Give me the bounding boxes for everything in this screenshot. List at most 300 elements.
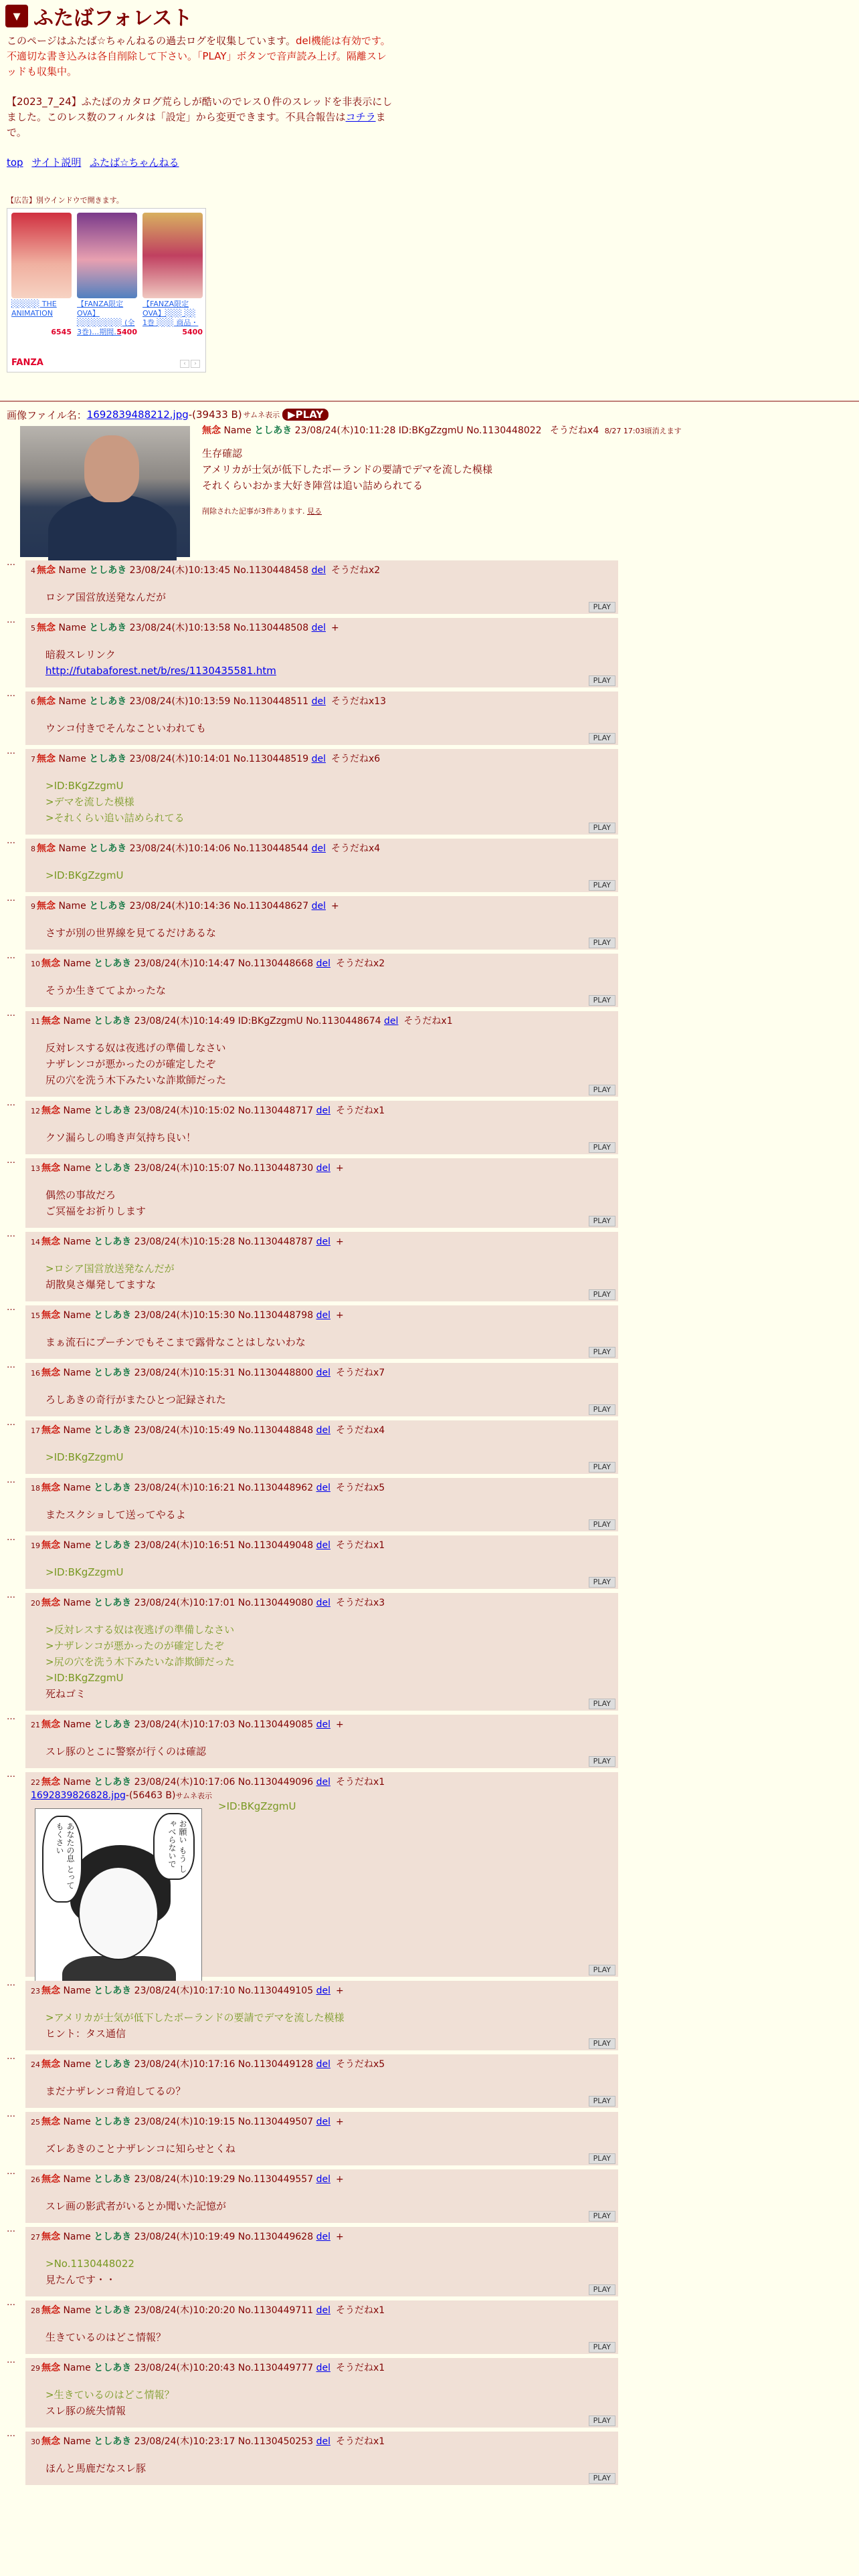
sodane-button[interactable]: そうだねx2 [330,565,381,576]
play-button[interactable]: PLAY [589,1347,615,1358]
sodane-button[interactable]: そうだねx4 [335,1425,385,1436]
ad-title[interactable]: 【FANZA限定OVA】░░░░░░░░ (全3巻)…期間… [77,300,135,336]
poster-name: としあき [254,425,292,436]
reply-dots: … [7,1008,15,1018]
site-logo-icon[interactable]: ▾ [5,5,28,27]
play-button[interactable]: PLAY [589,995,615,1006]
sodane-button[interactable]: そうだねx6 [330,754,381,764]
message-line: 偶然の事故だろ [45,1189,116,1201]
play-button[interactable]: PLAY [589,2211,615,2222]
subject: 無念 [37,696,56,707]
reply-meta: 23/08/24(木)10:19:29 No.1130449557 [134,2174,314,2185]
expire-note: 8/27 17:03頃消えます [604,427,682,435]
reply-message [45,2010,613,2042]
reply-header [31,1596,613,1611]
reply [25,2054,618,2108]
play-button[interactable]: PLAY [589,733,615,744]
face-shape [78,1866,159,1960]
reply-number: 14 [31,1238,40,1247]
reply-header [31,1308,613,1323]
reply-header [31,1103,613,1119]
poster-name: としあき [94,2363,132,2373]
reply-message [45,589,613,605]
sodane-button[interactable]: そうだねx1 [335,1105,385,1116]
play-button[interactable]: PLAY [589,2284,615,2295]
quote-line: >それくらい追い詰められてる [45,812,185,824]
ad-image[interactable] [11,213,72,298]
message-line: 尻の穴を洗う木下みたいな詐欺師だった [45,1074,227,1086]
play-button[interactable]: PLAY [589,823,615,833]
del-link[interactable]: del [316,1425,330,1436]
quote-line: >ロシア国営放送発なんだが [45,1263,175,1275]
reply-meta: 23/08/24(木)10:14:06 No.1130448544 [129,843,309,854]
message-line: 死ねゴミ [45,1688,86,1700]
reply-header [31,1366,613,1381]
sodane-button[interactable]: そうだねx1 [335,1540,385,1551]
nav-site-link[interactable]: サイト説明 [31,156,82,169]
del-link[interactable]: del [311,843,326,854]
reply-meta: 23/08/24(木)10:19:49 No.1130449628 [134,2232,314,2242]
reply-message [45,1622,613,1702]
sodane-button[interactable]: そうだねx5 [335,2059,385,2070]
reply-number: 28 [31,2306,40,2315]
message-line: そうか生きててよかったな [45,984,167,996]
sodane-button[interactable]: + [335,2117,344,2127]
reply-dots: … [7,2355,15,2365]
reply-meta: 23/08/24(木)10:14:47 No.1130448668 [134,958,314,969]
sodane-button[interactable]: + [330,623,339,633]
reply-dots: … [7,615,15,625]
sodane-button[interactable]: + [335,1719,344,1730]
reply-dots: … [7,893,15,903]
reply-meta: 23/08/24(木)10:14:49 ID:BKgZzgmU No.1130448674 [134,1016,381,1027]
sodane-button[interactable]: + [335,1985,344,1996]
del-link[interactable]: del [316,1368,330,1378]
del-link[interactable]: del [311,901,326,911]
reply-header [31,2115,613,2130]
play-button[interactable]: PLAY [589,2153,615,2164]
reply [25,954,618,1007]
sodane-button[interactable]: + [335,2174,344,2185]
thumb-note[interactable]: サムネ表示 [243,411,280,419]
subject: 無念 [37,843,56,854]
reply-dots: … [7,1590,15,1600]
reply-meta: 23/08/24(木)10:15:30 No.1130448798 [134,1310,314,1321]
del-link[interactable]: del [316,2174,330,2185]
del-link[interactable]: del [316,1540,330,1551]
reply-message [45,867,613,883]
play-button[interactable]: PLAY [589,2473,615,2484]
reply [25,1363,618,1416]
name-label: Name [63,2174,91,2185]
reply [25,1715,618,1768]
ad-image[interactable] [77,213,137,298]
play-button[interactable]: PLAY [589,602,615,613]
name-label: Name [63,2117,91,2127]
reply-meta: 23/08/24(木)10:17:06 No.1130449096 [134,1777,314,1788]
reply-dots: … [7,2052,15,2062]
reply-meta: 23/08/24(木)10:16:21 No.1130448962 [134,1483,314,1493]
reply [25,1535,618,1589]
reply [25,560,618,614]
subject: 無念 [41,1237,60,1247]
op-image[interactable] [20,426,190,557]
reply-dots: … [7,2429,15,2439]
file-size: -(56463 B) [125,1790,176,1801]
op-header [202,425,844,437]
sodane-button[interactable]: + [335,1163,344,1174]
del-link[interactable]: del [316,1598,330,1608]
reply-message [45,2387,613,2419]
play-button[interactable]: PLAY [589,675,615,686]
ad-nav [180,360,200,368]
del-link[interactable]: del [316,2117,330,2127]
reply-number: 19 [31,1541,40,1550]
reply-dots: … [7,746,15,756]
op-file-line [0,402,859,421]
reply-dots: … [7,1418,15,1428]
reply-number: 27 [31,2233,40,2242]
del-link[interactable]: del [316,1163,330,1174]
poster-name: としあき [94,2305,132,2316]
sodane-button[interactable]: そうだねx13 [330,696,387,707]
ad-item[interactable] [77,213,137,336]
quote-line: >ID:BKgZzgmU [45,1672,124,1684]
reply-number: 15 [31,1311,40,1320]
message-line: ご冥福をお祈りします [45,1205,147,1217]
reply-header [31,694,613,710]
quote-line: >アメリカが士気が低下したポーランドの要請でデマを流した模様 [45,2012,345,2024]
reply-dots: … [7,558,15,568]
name-label: Name [63,1163,91,1174]
reply-message [45,982,613,998]
poster-name: としあき [94,2436,132,2447]
ad-price: 5400 [182,328,203,336]
ad-image[interactable] [142,213,203,298]
play-button[interactable]: PLAY [589,1216,615,1226]
poster-name: としあき [94,1425,132,1436]
separator [0,401,859,402]
poster-name: としあき [94,958,132,969]
poster-name: としあき [94,2059,132,2070]
reply-image[interactable] [35,1808,202,2009]
name-label: Name [63,1777,91,1788]
intro-notice: 【2023_7_24】ふたばのカタログ荒らしが酷いのでレス０件のスレッドを非表示にしました。このレス数のフィルタは「設定」から変更できます。不具合報告は [7,96,393,123]
poster-name: としあき [94,1598,132,1608]
sodane-button[interactable]: そうだねx3 [335,1598,385,1608]
reply-dots: … [7,2167,15,2177]
reply-header [31,2057,613,2072]
reply-dots: … [7,1475,15,1485]
reply-dots: … [7,2298,15,2308]
poster-name: としあき [94,1540,132,1551]
prev-icon[interactable]: ‹ [180,360,189,368]
sodane-button[interactable]: そうだねx7 [335,1368,385,1378]
name-label: Name [58,565,86,576]
subject: 無念 [37,565,56,576]
name-label: Name [63,2059,91,2070]
play-button[interactable]: PLAY [589,2342,615,2353]
del-link[interactable]: del [316,958,330,969]
play-button[interactable]: PLAY [589,1142,615,1153]
reply-dots: … [7,1978,15,1988]
subject: 無念 [41,2117,60,2127]
sodane-button[interactable]: そうだねx1 [335,2363,385,2373]
fanza-brand[interactable]: FANZA [11,358,43,368]
reply-meta: 23/08/24(木)10:13:58 No.1130448508 [129,623,309,633]
reply-header [31,621,613,636]
subject: 無念 [41,1163,60,1174]
sodane-button[interactable]: + [335,1310,344,1321]
quote-line: >ID:BKgZzgmU [45,780,124,792]
reply-number: 16 [31,1369,40,1378]
subject: 無念 [41,958,60,969]
reply-dots: … [7,1360,15,1370]
op-file-link[interactable]: 1692839488212.jpg [86,409,189,421]
del-link[interactable]: del [316,2363,330,2373]
message-line: まだナザレンコ脅迫してるの？ [45,2085,186,2097]
del-link[interactable]: del [316,1237,330,1247]
name-label: Name [63,2232,91,2242]
subject: 無念 [41,1719,60,1730]
reply-meta: 23/08/24(木)10:13:45 No.1130448458 [129,565,309,576]
play-button[interactable]: PLAY [589,938,615,948]
poster-name: としあき [89,623,127,633]
reply-number: 26 [31,2175,40,2184]
name-label: Name [63,1985,91,1996]
reply-number: 30 [31,2438,40,2446]
reply-dots: … [7,2109,15,2119]
reply-meta: 23/08/24(木)10:23:17 No.1130450253 [134,2436,314,2447]
subject: 無念 [41,1368,60,1378]
reply-dots: … [7,1303,15,1313]
sodane-button[interactable]: そうだねx1 [335,2436,385,2447]
play-button[interactable]: PLAY [589,1462,615,1473]
sodane-button[interactable]: そうだねx5 [335,1483,385,1493]
play-button[interactable]: PLAY [589,1404,615,1415]
subject: 無念 [41,1016,60,1027]
name-label: Name [58,901,86,911]
reply [25,1011,618,1097]
reply-number: 10 [31,960,40,968]
del-link[interactable]: del [316,1985,330,1996]
name-label: Name [63,1598,91,1608]
play-button[interactable]: PLAY [589,2038,615,2049]
ad-item[interactable] [11,213,72,336]
op-meta: 23/08/24(木)10:11:28 ID:BKgZzgmU No.1130448022 [294,425,542,436]
message-line: ろしあきの奇行がまたひとつ記録された [45,1394,226,1406]
reply-number: 8 [31,845,35,853]
intro-notice-end: まで。 [7,111,386,138]
reply [25,1593,618,1711]
quote-line: >No.1130448022 [45,2258,134,2270]
quote-line: >反対レスする奴は夜逃げの準備しなさい [45,1624,235,1636]
reply-number: 7 [31,755,35,764]
quote-line: >ナザレンコが悪かったのが確定したぞ [45,1640,224,1652]
reply-message [45,2256,613,2288]
site-title[interactable]: ふたばフォレスト [33,7,193,30]
reply-message [45,647,613,679]
reply-header [31,2434,613,2450]
del-link[interactable]: del [311,565,326,576]
del-link[interactable]: del [316,1483,330,1493]
del-link[interactable]: del [316,2436,330,2447]
name-label: Name [63,2436,91,2447]
message-line: 生きているのはどこ情報？ [45,2331,167,2343]
reply-message [45,2141,613,2157]
message-line: ロシア国営放送発なんだが [45,591,167,603]
reply-message [45,778,613,826]
reply-dots: … [7,1712,15,1722]
reply-dots: … [7,1533,15,1543]
subject: 無念 [202,425,221,436]
del-link[interactable]: del [316,1105,330,1116]
message-line: スレ画の影武者がいるとか聞いた記憶が [45,2200,227,2212]
reply-header [31,1235,613,1250]
poster-name: としあき [89,843,127,854]
reply [25,1158,618,1228]
subject: 無念 [41,1540,60,1551]
play-button[interactable]: PLAY [589,1577,615,1588]
play-button[interactable]: PLAY [589,2416,615,2426]
del-link[interactable]: del [316,2059,330,2070]
reply-header [31,956,613,972]
reply [25,691,618,745]
reply-header [31,752,613,767]
subject: 無念 [37,623,56,633]
name-label: Name [58,754,86,764]
sodane-button[interactable]: そうだねx1 [335,1777,385,1788]
name-label: Name [63,1310,91,1321]
del-link[interactable]: del [316,1777,330,1788]
sodane-button[interactable]: + [335,2232,344,2242]
sodane-button[interactable]: そうだねx4 [550,425,599,436]
reply-header [31,563,613,578]
reply [25,2358,618,2428]
reply-message [45,925,613,941]
sodane-button[interactable]: + [335,1237,344,1247]
reply-header [31,1538,613,1553]
reply-number: 21 [31,1721,40,1729]
reply-number: 20 [31,1599,40,1608]
play-button[interactable]: PLAY [589,1085,615,1095]
reply-dots: … [7,1098,15,1108]
deleted-show-link[interactable]: 見る [307,507,322,516]
subject: 無念 [37,754,56,764]
subject: 無念 [41,1310,60,1321]
op-play-button[interactable]: ▶PLAY [282,409,328,421]
play-button[interactable]: PLAY [589,1699,615,1709]
reply-message [45,1040,613,1088]
reply-message [218,1798,613,1814]
name-label: Name [63,958,91,969]
nav-top-link[interactable]: top [7,156,23,169]
message-line: ウンコ付きでそんなこといわれても [45,722,207,734]
intro-paragraph-1 [7,33,395,80]
sodane-button[interactable]: そうだねx1 [403,1016,453,1027]
reply-meta: 23/08/24(木)10:14:36 No.1130448627 [129,901,309,911]
message-line: ほんと馬鹿だなスレ豚 [45,2462,147,2474]
play-button[interactable]: PLAY [589,1289,615,1300]
reply-file-link[interactable]: 1692839826828.jpg [31,1790,126,1801]
sodane-button[interactable]: そうだねx2 [335,958,385,969]
reply-meta: 23/08/24(木)10:15:49 No.1130448848 [134,1425,314,1436]
reply-message [45,2460,613,2476]
reply-meta: 23/08/24(木)10:15:02 No.1130448717 [134,1105,314,1116]
name-label: Name [63,1425,91,1436]
reply-number: 23 [31,1987,40,1996]
ad-item[interactable] [142,213,203,336]
reply-header [31,1983,613,1999]
reply-header [31,841,613,857]
del-link[interactable]: del [311,623,326,633]
reply-message [45,1187,613,1219]
reply-number: 25 [31,2118,40,2127]
reply-header [31,2303,613,2319]
del-link[interactable]: del [384,1016,399,1027]
play-button[interactable]: PLAY [589,1965,615,1975]
play-button[interactable]: PLAY [589,2096,615,2107]
reply [25,839,618,892]
del-link[interactable]: del [316,2232,330,2242]
reply-meta: 23/08/24(木)10:19:15 No.1130449507 [134,2117,314,2127]
del-link[interactable]: del [316,1310,330,1321]
poster-name: としあき [89,901,127,911]
message-line: まぁ流石にプーチンでもそこまで露骨なことはしないわな [45,1336,306,1348]
reply-meta: 23/08/24(木)10:13:59 No.1130448511 [129,696,309,707]
nav-futaba-link[interactable]: ふたば☆ちゃんねる [90,156,179,169]
reply-meta: 23/08/24(木)10:17:16 No.1130449128 [134,2059,314,2070]
poster-name: としあき [94,1105,132,1116]
reply-number: 9 [31,902,35,911]
play-button[interactable]: PLAY [589,1756,615,1767]
reply-number: 13 [31,1164,40,1173]
reply-header [31,2361,613,2376]
play-button[interactable]: PLAY [589,1519,615,1530]
ad-title[interactable]: 【FANZA限定OVA】░░░ ░░ 1巻 ░░░ 商品・ [142,300,199,327]
ad-title[interactable]: ░░░░░ THE ANIMATION [11,300,57,318]
sodane-button[interactable]: そうだねx1 [335,2305,385,2316]
message-line: 胡散臭さ爆発してますな [45,1279,157,1291]
play-button[interactable]: PLAY [589,880,615,891]
subject: 無念 [41,2363,60,2373]
name-label: Name [223,425,252,436]
del-link[interactable]: del [311,754,326,764]
thumb-note[interactable]: サムネ表示 [175,1792,212,1800]
del-link[interactable]: del [316,2305,330,2316]
reply-message [45,1507,613,1523]
subject: 無念 [41,1483,60,1493]
reply-meta: 23/08/24(木)10:15:07 No.1130448730 [134,1163,314,1174]
reply-meta: 23/08/24(木)10:16:51 No.1130449048 [134,1540,314,1551]
message-line: スレ豚の統失情報 [45,2405,126,2417]
next-icon[interactable]: › [191,360,200,368]
subject: 無念 [41,1777,60,1788]
page-header [0,0,859,32]
subject: 無念 [41,2232,60,2242]
reply-meta: 23/08/24(木)10:17:03 No.1130449085 [134,1719,314,1730]
poster-name: としあき [89,565,127,576]
name-label: Name [58,696,86,707]
del-link[interactable]: del [311,696,326,707]
sodane-button[interactable]: + [330,901,339,911]
report-link[interactable]: コチラ [345,111,376,123]
del-link[interactable]: del [316,1719,330,1730]
op-line: 生存確認 [202,447,243,459]
sodane-button[interactable]: そうだねx4 [330,843,381,854]
reply-dots: … [7,2224,15,2234]
reply-link[interactable]: http://futabaforest.net/b/res/1130435581.htm [45,665,276,677]
